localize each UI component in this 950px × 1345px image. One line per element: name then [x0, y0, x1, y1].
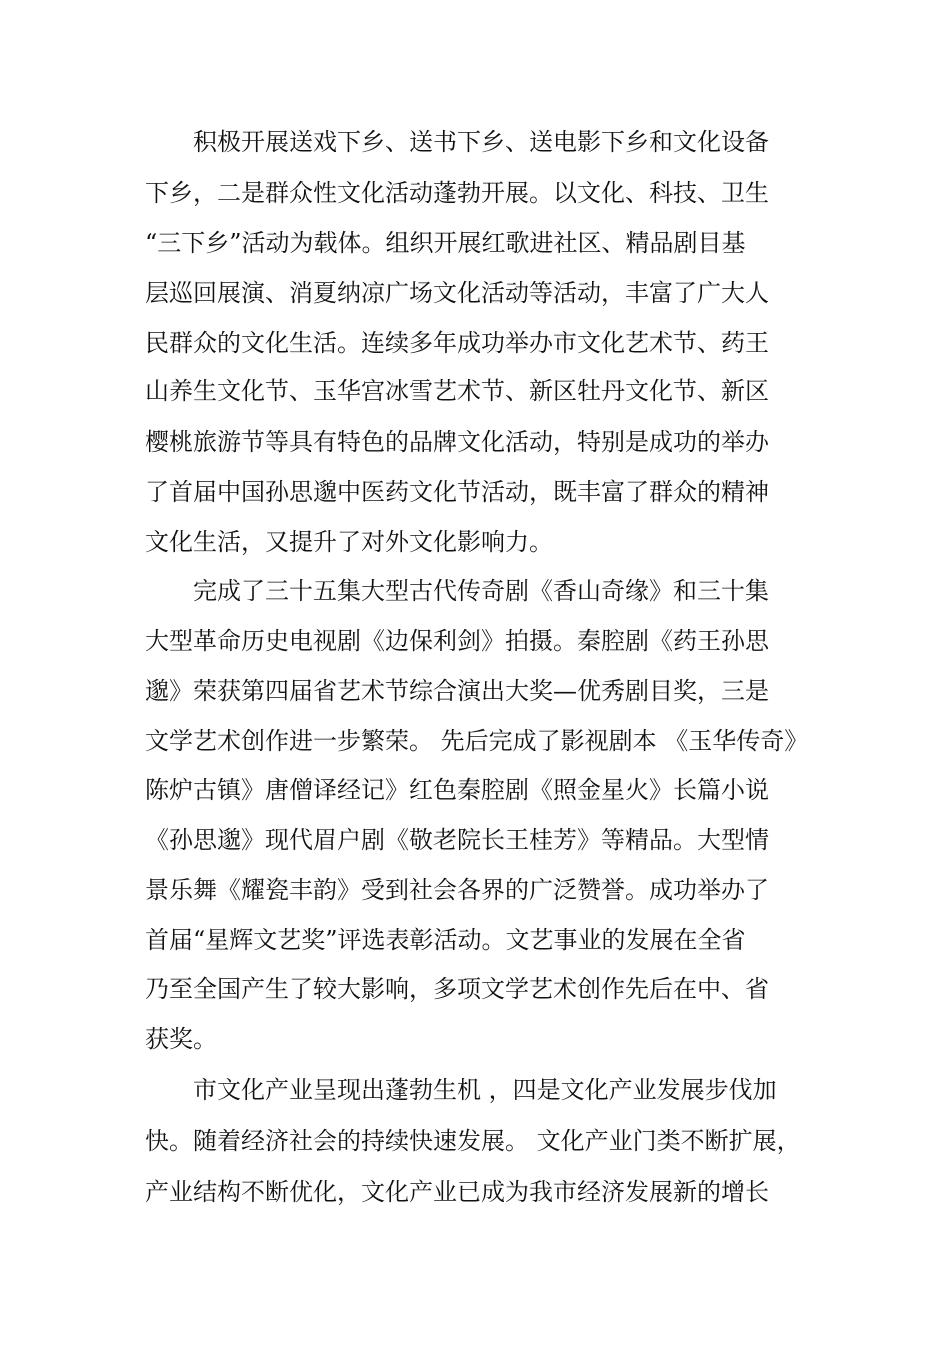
text-line: 《孙思邈》现代眉户剧《敬老院长王桂芳》等精品。大型情 — [145, 826, 769, 854]
text-line: 陈炉古镇》唐僧译经记》红色秦腔剧《照金星火》长篇小说 — [145, 776, 769, 804]
text-line: 获奖。 — [145, 1025, 217, 1053]
text-line: 产业结构不断优化，文化产业已成为我市经济发展新的增长 — [145, 1178, 769, 1206]
text-line: 文学艺术创作进一步繁荣。 先后完成了影视剧本 《玉华传奇》 — [145, 727, 809, 755]
text-line: 大型革命历史电视剧《边保利剑》拍摄。秦腔剧《药王孙思 — [145, 627, 769, 655]
text-line: 邈》荣获第四届省艺术节综合演出大奖—优秀剧目奖，三是 — [145, 677, 769, 705]
text-line: 首届“星辉文艺奖”评选表彰活动。文艺事业的发展在全省 — [145, 926, 746, 954]
text-line: 积极开展送戏下乡、送书下乡、送电影下乡和文化设备 — [193, 128, 769, 156]
text-line: 了首届中国孙思邈中医药文化节活动，既丰富了群众的精神 — [145, 478, 769, 506]
text-line: 乃至全国产生了较大影响，多项文学艺术创作先后在中、省 — [145, 975, 769, 1003]
text-line: 樱桃旅游节等具有特色的品牌文化活动，特别是成功的举办 — [145, 428, 769, 456]
text-line: 山养生文化节、玉华宫冰雪艺术节、新区牡丹文化节、新区 — [145, 377, 769, 405]
text-line: 完成了三十五集大型古代传奇剧《香山奇缘》和三十集 — [193, 577, 769, 605]
text-line: “三下乡”活动为载体。组织开展红歌进社区、精品剧目基 — [145, 229, 746, 257]
text-line: 下乡，二是群众性文化活动蓬勃开展。以文化、科技、卫生 — [145, 179, 769, 207]
text-line: 快。随着经济社会的持续快速发展。 文化产业门类不断扩展， — [145, 1127, 801, 1155]
text-line: 文化生活，又提升了对外文化影响力。 — [145, 528, 553, 556]
text-line: 景乐舞《耀瓷丰韵》受到社会各界的广泛赞誉。成功举办了 — [145, 876, 769, 904]
text-line: 民群众的文化生活。连续多年成功举办市文化艺术节、药王 — [145, 329, 769, 357]
text-line: 层巡回展演、消夏纳凉广场文化活动等活动，丰富了广大人 — [145, 279, 769, 307]
text-line: 市文化产业呈现出蓬勃生机 ，四是文化产业发展步伐加 — [193, 1076, 777, 1104]
